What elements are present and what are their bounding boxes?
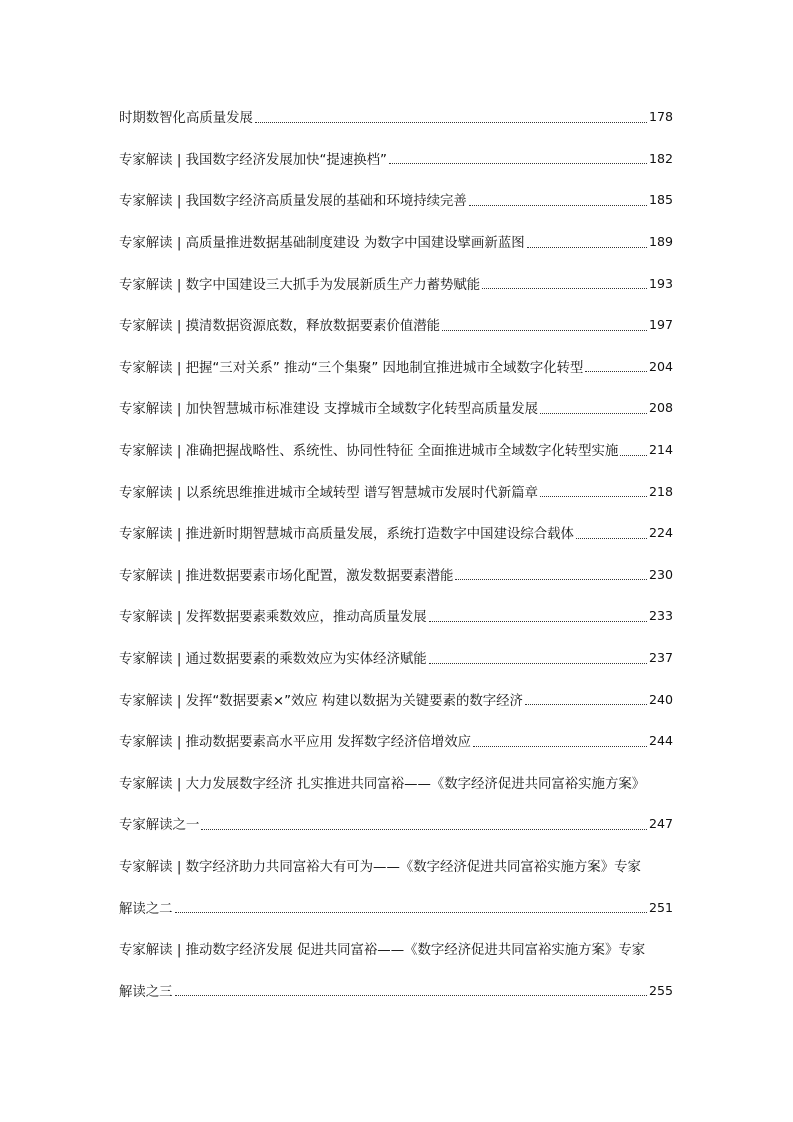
toc-page-number: 218	[648, 483, 673, 499]
dot-leader	[620, 454, 647, 456]
dot-leader	[469, 204, 647, 206]
toc-entry[interactable]	[119, 762, 673, 804]
toc-entry[interactable]	[119, 595, 673, 637]
toc-entry[interactable]	[119, 928, 673, 970]
toc-entry-title: 时期数智化高质量发展	[119, 111, 253, 127]
toc-page-number: 182	[648, 150, 673, 166]
toc-entry[interactable]	[119, 179, 673, 221]
dot-leader	[525, 703, 647, 705]
toc-entry-title: 专家解读 | 把握“三对关系” 推动“三个集聚” 因地制宜推进城市全域数字化转型	[119, 360, 584, 376]
dot-leader	[201, 828, 647, 830]
toc-entry-title: 专家解读之一	[119, 818, 200, 834]
dot-leader	[482, 287, 647, 289]
toc-page-number: 244	[648, 733, 673, 749]
toc-entry[interactable]	[119, 96, 673, 138]
toc-entry[interactable]	[119, 470, 673, 512]
toc-entry-title: 专家解读 | 推动数字经济发展 促进共同富裕——《数字经济促进共同富裕实施方案》专家	[119, 943, 646, 959]
toc-page-number: 178	[648, 109, 673, 125]
toc-entry-title: 专家解读 | 发挥数据要素乘数效应，推动高质量发展	[119, 610, 427, 626]
toc-entry-title: 专家解读 | 推进数据要素市场化配置，激发数据要素潜能	[119, 568, 454, 584]
toc-entry-title: 专家解读 | 推动数据要素高水平应用 发挥数字经济倍增效应	[119, 735, 472, 751]
dot-leader	[255, 121, 647, 123]
toc-entry-title: 专家解读 | 摸清数据资源底数，释放数据要素价值潜能	[119, 319, 441, 335]
dot-leader	[540, 495, 647, 497]
toc-entry[interactable]	[119, 969, 673, 1011]
toc-entry[interactable]	[119, 221, 673, 263]
dot-leader	[442, 329, 647, 331]
toc-page-number: 237	[648, 650, 673, 666]
dot-leader	[585, 370, 647, 372]
toc-page-number: 224	[648, 525, 673, 541]
toc-entry-title: 专家解读 | 大力发展数字经济 扎实推进共同富裕——《数字经济促进共同富裕实施方案》	[119, 776, 646, 792]
dot-leader	[175, 911, 647, 913]
toc-entry-title: 专家解读 | 发挥“数据要素×”效应 构建以数据为关键要素的数字经济	[119, 693, 523, 709]
toc-entry[interactable]	[119, 554, 673, 596]
toc-page-number: 197	[648, 317, 673, 333]
toc-page-number: 251	[648, 899, 673, 915]
toc-entry[interactable]	[119, 429, 673, 471]
dot-leader	[455, 578, 647, 580]
dot-leader	[429, 620, 647, 622]
dot-leader	[473, 745, 647, 747]
toc-entry-title: 专家解读 | 数字中国建设三大抓手为发展新质生产力蓄势赋能	[119, 277, 481, 293]
toc-page-number: 214	[648, 442, 673, 458]
dot-leader	[576, 537, 647, 539]
toc-entry[interactable]	[119, 304, 673, 346]
toc-entry[interactable]	[119, 387, 673, 429]
toc-entry-title: 解读之三	[119, 984, 173, 1000]
dot-leader	[389, 162, 647, 164]
toc-entry-title: 解读之二	[119, 901, 173, 917]
toc-entry-title: 专家解读 | 以系统思维推进城市全域转型 谱写智慧城市发展时代新篇章	[119, 485, 538, 501]
toc-entry[interactable]	[119, 346, 673, 388]
toc-page-number: 208	[648, 400, 673, 416]
toc-entry-title: 专家解读 | 加快智慧城市标准建设 支撑城市全域数字化转型高质量发展	[119, 402, 538, 418]
toc-entry[interactable]	[119, 262, 673, 304]
toc-entry-title: 专家解读 | 我国数字经济高质量发展的基础和环境持续完善	[119, 194, 467, 210]
toc-page-number: 193	[648, 275, 673, 291]
table-of-contents	[119, 96, 673, 1011]
dot-leader	[527, 246, 647, 248]
toc-page-number: 185	[648, 192, 673, 208]
toc-entry[interactable]	[119, 678, 673, 720]
toc-page-number: 189	[648, 234, 673, 250]
toc-entry[interactable]	[119, 803, 673, 845]
toc-entry[interactable]	[119, 138, 673, 180]
toc-entry-title: 专家解读 | 数字经济助力共同富裕大有可为——《数字经济促进共同富裕实施方案》专家	[119, 859, 641, 875]
toc-entry[interactable]	[119, 845, 673, 887]
dot-leader	[175, 994, 647, 996]
toc-entry-title: 专家解读 | 推进新时期智慧城市高质量发展，系统打造数字中国建设综合载体	[119, 527, 574, 543]
toc-page-number: 204	[648, 358, 673, 374]
dot-leader	[540, 412, 647, 414]
toc-entry-title: 专家解读 | 我国数字经济发展加快“提速换档”	[119, 152, 387, 168]
toc-page-number: 247	[648, 816, 673, 832]
toc-entry[interactable]	[119, 720, 673, 762]
dot-leader	[429, 662, 647, 664]
toc-page-number: 230	[648, 566, 673, 582]
toc-entry-title: 专家解读 | 准确把握战略性、系统性、协同性特征 全面推进城市全域数字化转型实施	[119, 444, 619, 460]
toc-entry[interactable]	[119, 886, 673, 928]
toc-page-number: 255	[648, 982, 673, 998]
toc-page-number: 233	[648, 608, 673, 624]
toc-entry[interactable]	[119, 637, 673, 679]
toc-entry-title: 专家解读 | 高质量推进数据基础制度建设 为数字中国建设擘画新蓝图	[119, 236, 525, 252]
toc-entry[interactable]	[119, 512, 673, 554]
toc-page-number: 240	[648, 691, 673, 707]
toc-entry-title: 专家解读 | 通过数据要素的乘数效应为实体经济赋能	[119, 652, 427, 668]
